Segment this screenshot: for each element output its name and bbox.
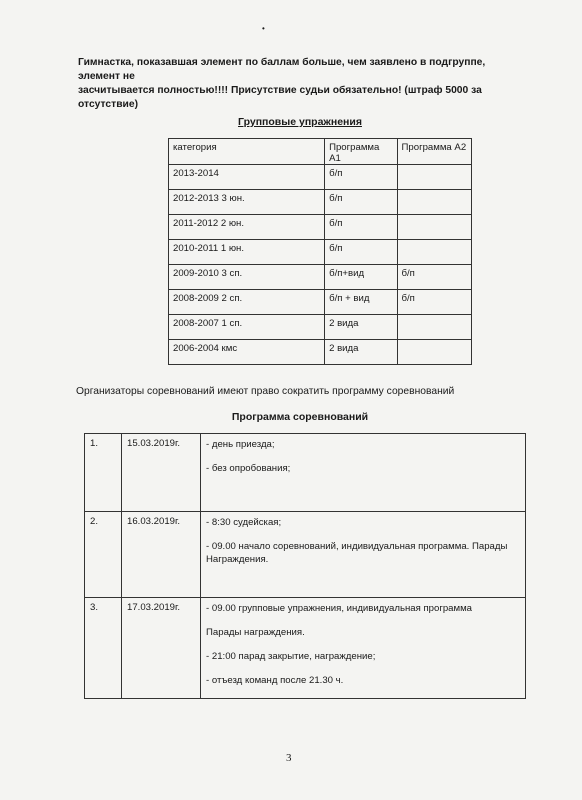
row-number: 3. [85, 598, 122, 699]
program-a2-cell [397, 165, 472, 190]
header-cell-category: категория [169, 139, 325, 165]
event-line: - 09.00 начало соревнований, индивидуальная программа. Парады Награждения. [206, 541, 508, 565]
notice-line-2: засчитывается полностью!!!! Присутствие судьи обязательно! (штраф 5000 за отсутствие) [78, 85, 482, 110]
header-cell-program-a2: Программа А2 [397, 139, 472, 165]
speck-mark: • [262, 24, 265, 33]
category-cell: 2008-2009 2 сп. [169, 290, 325, 315]
row-date: 16.03.2019г. [122, 512, 201, 598]
competition-program-title: Программа соревнований [231, 411, 369, 423]
notice-line-1: Гимнастка, показавшая элемент по баллам больше, чем заявлено в подгруппе, элемент не [78, 57, 486, 82]
program-a2-cell [397, 190, 472, 215]
group-exercises-title: Групповые упражнения [238, 116, 362, 128]
program-a2-cell [397, 315, 472, 340]
row-events [201, 512, 526, 598]
table-row [169, 215, 472, 240]
category-cell: 2011-2012 2 юн. [169, 215, 325, 240]
event-line: - 21:00 парад закрытие, награждение; [206, 651, 376, 662]
program-a1-cell: б/п [325, 165, 397, 190]
table-row [169, 240, 472, 265]
program-a2-cell [397, 240, 472, 265]
program-a1-cell: б/п+вид [325, 265, 397, 290]
program-a2-cell [397, 215, 472, 240]
table-row [169, 315, 472, 340]
event-line: - 09.00 групповые упражнения, индивидуальная программа [206, 603, 473, 614]
table-row [169, 165, 472, 190]
organizers-note: Организаторы соревнований имеют право сократить программу соревнований [76, 386, 455, 397]
competition-program-table [84, 433, 526, 699]
row-date: 15.03.2019г. [122, 434, 201, 512]
program-a1-cell: б/п [325, 215, 397, 240]
row-date: 17.03.2019г. [122, 598, 201, 699]
program-a2-cell [397, 340, 472, 365]
event-line: - отъезд команд после 21.30 ч. [206, 675, 344, 686]
category-cell: 2010-2011 1 юн. [169, 240, 325, 265]
category-cell: 2006-2004 кмс [169, 340, 325, 365]
program-a1-cell: б/п [325, 190, 397, 215]
table-header-row [169, 139, 472, 165]
program-a1-cell: 2 вида [325, 315, 397, 340]
schedule-row [85, 434, 526, 512]
program-a1-cell: 2 вида [325, 340, 397, 365]
program-a1-cell: б/п [325, 240, 397, 265]
table-row [169, 265, 472, 290]
event-line: - 8:30 судейская; [206, 517, 282, 528]
category-cell: 2013-2014 [169, 165, 325, 190]
table-row [169, 340, 472, 365]
program-a2-cell: б/п [397, 290, 472, 315]
event-line: Парады награждения. [206, 627, 305, 638]
table-row [169, 290, 472, 315]
row-number: 2. [85, 512, 122, 598]
row-number: 1. [85, 434, 122, 512]
row-events [201, 598, 526, 699]
event-line: - день приезда; [206, 439, 275, 450]
table-row [169, 190, 472, 215]
page-number: 3 [286, 752, 292, 764]
group-exercises-table [168, 138, 472, 365]
schedule-row [85, 512, 526, 598]
event-line: - без опробования; [206, 463, 291, 474]
category-cell: 2008-2007 1 сп. [169, 315, 325, 340]
program-a2-cell: б/п [397, 265, 472, 290]
category-cell: 2012-2013 3 юн. [169, 190, 325, 215]
program-a1-cell: б/п + вид [325, 290, 397, 315]
header-cell-program-a1: Программа А1 [325, 139, 397, 165]
row-events [201, 434, 526, 512]
notice-paragraph [78, 56, 518, 112]
category-cell: 2009-2010 3 сп. [169, 265, 325, 290]
schedule-row [85, 598, 526, 699]
